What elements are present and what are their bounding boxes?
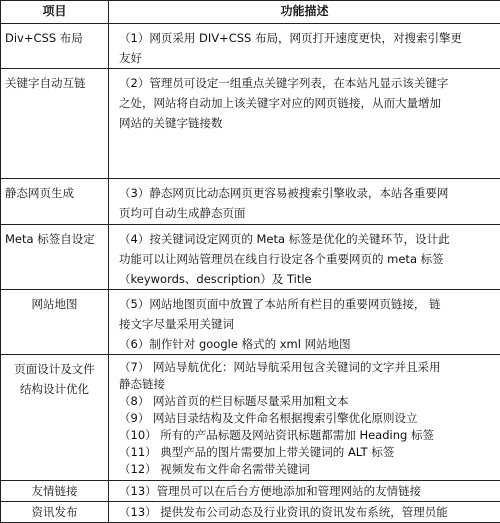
item-description bbox=[109, 24, 500, 69]
item-name-friend-links: 友情链接 bbox=[1, 481, 109, 502]
table-row bbox=[1, 481, 500, 502]
table-row bbox=[1, 290, 500, 355]
description-line: 静态链接 bbox=[119, 376, 494, 393]
item-name-static-pages: 静态网页生成 bbox=[1, 179, 109, 225]
table-row bbox=[1, 179, 500, 225]
item-description bbox=[109, 502, 500, 523]
table-row bbox=[1, 69, 500, 179]
item-name-page-design bbox=[1, 355, 109, 481]
table-row bbox=[1, 225, 500, 290]
description-line: 接文字尽量采用关键词 bbox=[119, 314, 494, 334]
description-line: 友好 bbox=[119, 48, 494, 68]
header-description: 功能描述 bbox=[109, 1, 500, 24]
description-line: （13） 提供发布公司动态及行业资讯的资讯发布系统，管理员能 bbox=[119, 502, 494, 522]
item-name-sitemap: 网站地图 bbox=[1, 290, 109, 355]
description-line: （keywords、description）及 Title bbox=[119, 269, 494, 289]
description-line: （5）网站地图页面中放置了本站所有栏目的重要网页链接， 链 bbox=[119, 294, 494, 314]
item-name-line: 页面设计及文件 bbox=[5, 359, 104, 379]
description-line: （13）管理员可以在后台方便地添加和管理网站的友情链接 bbox=[119, 481, 494, 501]
description-line: 功能可以让网站管理员在线自行设定各个重要网页的 meta 标签 bbox=[119, 249, 494, 269]
description-line: （1）网页采用 DIV+CSS 布局，网页打开速度更快，对搜索引擎更 bbox=[119, 28, 494, 48]
item-name-keyword-links: 关键字自动互链 bbox=[1, 69, 109, 179]
item-description bbox=[109, 290, 500, 355]
description-line: （6）制作针对 google 格式的 xml 网站地图 bbox=[119, 334, 494, 354]
description-line: （2）管理员可设定一组重点关键字列表，在本站凡显示该关键字 bbox=[119, 73, 494, 93]
item-description bbox=[109, 225, 500, 290]
item-description bbox=[109, 69, 500, 179]
description-line: （12） 视频发布文件命名需带关键词 bbox=[119, 461, 494, 478]
description-line: 页均可自动生成静态页面 bbox=[119, 203, 494, 223]
item-description bbox=[109, 481, 500, 502]
table-row bbox=[1, 24, 500, 69]
description-line: （9） 网站目录结构及文件命名根据搜索引擎优化原则设立 bbox=[119, 410, 494, 427]
description-line: 之处，网站将自动加上该关键字对应的网页链接，从而大量增加 bbox=[119, 93, 494, 113]
item-description bbox=[109, 179, 500, 225]
description-line: （4）按关键词设定网页的 Meta 标签是优化的关键环节，设计此 bbox=[119, 229, 494, 249]
description-line: （11） 典型产品的图片需要加上带关键词的 ALT 标签 bbox=[119, 444, 494, 461]
item-description bbox=[109, 355, 500, 481]
item-name-line: 结构设计优化 bbox=[5, 379, 104, 399]
description-line: （3）静态网页比动态网页更容易被搜索引擎收录，本站各重要网 bbox=[119, 183, 494, 203]
table-row bbox=[1, 502, 500, 523]
description-line: （7） 网站导航优化：网站导航采用包含关键词的文字并且采用 bbox=[119, 359, 494, 376]
item-name-news-publishing: 资讯发布 bbox=[1, 502, 109, 523]
item-name-div-css: Div+CSS 布局 bbox=[1, 24, 109, 69]
table-header-row bbox=[1, 1, 500, 24]
item-name-meta-tags: Meta 标签自设定 bbox=[1, 225, 109, 290]
description-line: （10） 所有的产品标题及网站资讯标题都需加 Heading 标签 bbox=[119, 427, 494, 444]
description-line: （8） 网站首页的栏目标题尽量采用加粗文本 bbox=[119, 393, 494, 410]
table-row bbox=[1, 355, 500, 481]
description-line: 网站的关键字链接数 bbox=[119, 113, 494, 133]
header-item: 项目 bbox=[1, 1, 109, 24]
